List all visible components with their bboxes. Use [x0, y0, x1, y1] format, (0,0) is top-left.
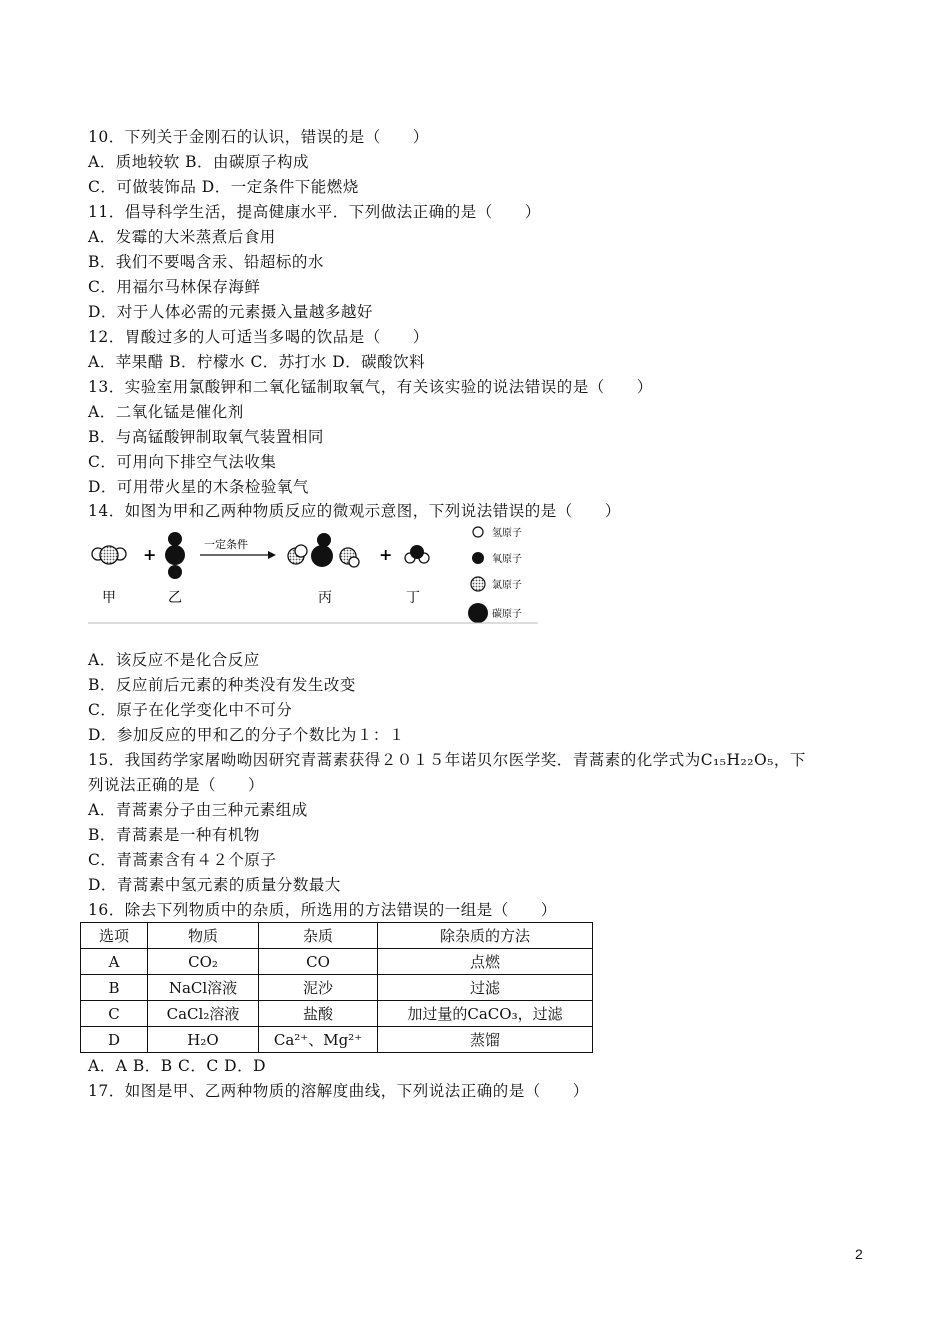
table-cell: 泥沙 [259, 975, 378, 1001]
q12-options: A．苹果醋 B．柠檬水 C．苏打水 D．碳酸饮料 [88, 353, 426, 371]
molecule-ding [405, 545, 429, 563]
reaction-diagram [88, 522, 538, 627]
svg-text:氢原子: 氢原子 [492, 528, 522, 539]
q10-options-cd: C．可做装饰品 D．一定条件下能燃烧 [88, 178, 359, 196]
q16-options: A．A B．B C．C D．D [88, 1057, 267, 1075]
q17-stem: 17．如图是甲、乙两种物质的溶解度曲线，下列说法正确的是（ ） [88, 1082, 589, 1100]
table-cell: 加过量的CaCO₃，过滤 [378, 1001, 593, 1027]
q11-stem: 11．倡导科学生活，提高健康水平．下列做法正确的是（ ） [88, 203, 541, 221]
q16-stem: 16．除去下列物质中的杂质，所选用的方法错误的一组是（ ） [88, 901, 557, 919]
q14-stem: 14．如图为甲和乙两种物质反应的微观示意图，下列说法错误的是（ ） [88, 502, 621, 520]
q11-option-c: C．用福尔马林保存海鲜 [88, 278, 261, 296]
q13-option-b: B．与高锰酸钾制取氧气装置相同 [88, 428, 324, 446]
molecule-bing [288, 533, 359, 567]
q11-option-a: A．发霉的大米蒸煮后食用 [88, 228, 276, 246]
table-cell: CO₂ [148, 949, 259, 975]
table-cell: D [81, 1027, 148, 1053]
impurity-table [80, 922, 593, 1053]
q15-option-b: B．青蒿素是一种有机物 [88, 826, 260, 844]
q11-option-d: D．对于人体必需的元素摄入量越多越好 [88, 303, 373, 321]
label-ding: 丁 [406, 590, 420, 606]
table-cell: 蒸馏 [378, 1027, 593, 1053]
page-number: 2 [855, 1246, 863, 1262]
q14-option-a: A．该反应不是化合反应 [88, 651, 260, 669]
table-cell: C [81, 1001, 148, 1027]
plus-sign-1: + [143, 545, 157, 564]
q13-option-d: D．可用带火星的木条检验氧气 [88, 478, 309, 496]
table-row [81, 1001, 593, 1027]
table-cell: H₂O [148, 1027, 259, 1053]
svg-text:氯原子: 氯原子 [492, 580, 522, 591]
table-cell: CO [259, 949, 378, 975]
q15-stem: 15．我国药学家屠呦呦因研究青蒿素获得２０１５年诺贝尔医学奖．青蒿素的化学式为C₁₅H₂₂O₅，下 [88, 751, 806, 769]
q13-stem: 13．实验室用氯酸钾和二氧化锰制取氧气，有关该实验的说法错误的是（ ） [88, 378, 653, 396]
q12-stem: 12．胃酸过多的人可适当多喝的饮品是（ ） [88, 328, 429, 346]
q13-option-a: A．二氧化锰是催化剂 [88, 403, 244, 421]
table-row [81, 975, 593, 1001]
table-header: 除杂质的方法 [378, 923, 593, 949]
q14-option-b: B．反应前后元素的种类没有发生改变 [88, 676, 356, 694]
svg-text:碳原子: 碳原子 [492, 609, 522, 620]
table-cell: CaCl₂溶液 [148, 1001, 259, 1027]
table-cell: B [81, 975, 148, 1001]
table-row [81, 1027, 593, 1053]
table-row [81, 949, 593, 975]
table-cell: 盐酸 [259, 1001, 378, 1027]
diagram-legend [468, 526, 522, 623]
q14-option-d: D．参加反应的甲和乙的分子个数比为１：１ [88, 726, 405, 744]
table-cell: NaCl溶液 [148, 975, 259, 1001]
q15-option-c: C．青蒿素含有４２个原子 [88, 851, 277, 869]
q15-option-d: D．青蒿素中氢元素的质量分数最大 [88, 876, 341, 894]
table-header: 物质 [148, 923, 259, 949]
q14-option-c: C．原子在化学变化中不可分 [88, 701, 293, 719]
table-cell: A [81, 949, 148, 975]
reaction-condition: 一定条件 [204, 538, 248, 551]
q10-options-ab: A．质地较软 B．由碳原子构成 [88, 153, 310, 171]
label-jia: 甲 [102, 590, 116, 606]
svg-text:氧原子: 氧原子 [492, 554, 522, 565]
q10-stem: 10．下列关于金刚石的认识，错误的是（ ） [88, 128, 429, 146]
q15-option-a: A．青蒿素分子由三种元素组成 [88, 801, 308, 819]
plus-sign-2: + [379, 545, 393, 564]
table-cell: 过滤 [378, 975, 593, 1001]
molecule-jia [92, 546, 126, 564]
table-header: 杂质 [259, 923, 378, 949]
molecule-yi [165, 532, 185, 579]
q11-option-b: B．我们不要喝含汞、铅超标的水 [88, 253, 324, 271]
label-bing: 丙 [318, 590, 332, 606]
table-header: 选项 [81, 923, 148, 949]
table-cell: Ca²⁺、Mg²⁺ [259, 1027, 378, 1053]
q13-option-c: C．可用向下排空气法收集 [88, 453, 277, 471]
table-cell: 点燃 [378, 949, 593, 975]
label-yi: 乙 [168, 590, 182, 606]
table-header-row [81, 923, 593, 949]
q15-stem-cont: 列说法正确的是（ ） [88, 776, 265, 794]
